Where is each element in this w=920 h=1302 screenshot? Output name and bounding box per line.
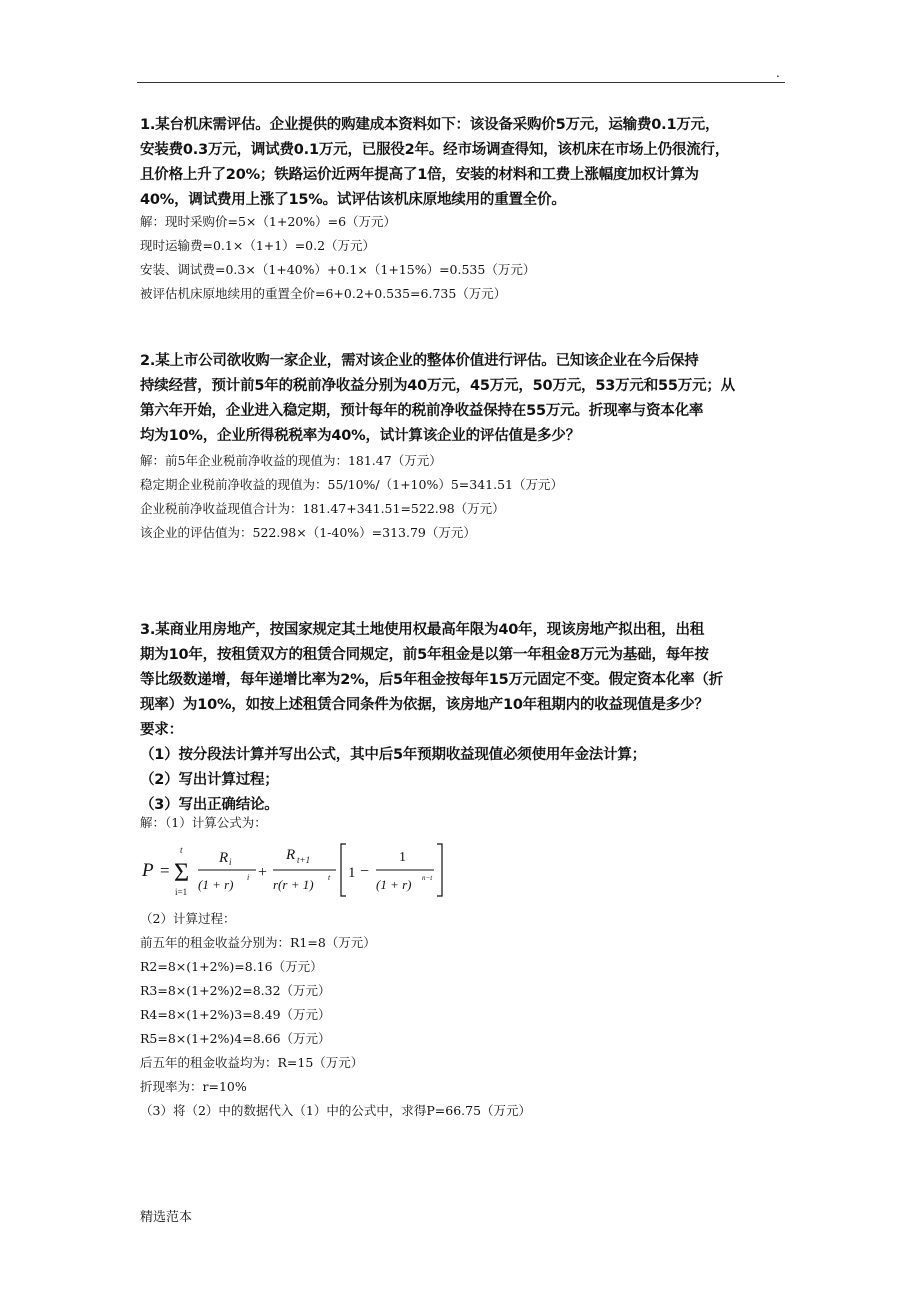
question-1-line: 且价格上升了20%；铁路运价近两年提高了1倍，安装的材料和工费上涨幅度加权计算为 xyxy=(140,167,699,183)
solution-2-line: 解：前5年企业税前净收益的现值为：181.47（万元） xyxy=(140,453,442,468)
header-rule xyxy=(137,82,785,83)
question-2 xyxy=(140,349,790,449)
solution-1-line: 被评估机床原地续用的重置全价=6+0.2+0.535=6.735（万元） xyxy=(140,286,507,301)
solution-3-head xyxy=(140,811,790,835)
solution-1-line: 解：现时采购价=5×（1+20%）=6（万元） xyxy=(140,214,397,229)
formula-sum-sign: Σ xyxy=(174,858,190,887)
solution-1 xyxy=(140,210,790,306)
question-3 xyxy=(140,618,790,818)
solution-1-line: 现时运输费=0.1×（1+1）=0.2（万元） xyxy=(140,238,376,253)
solution-2-line: 该企业的评估值为：522.98×（1-40%）=313.79（万元） xyxy=(140,525,476,540)
solution-3-line: （3）将（2）中的数据代入（1）中的公式中，求得P=66.75（万元） xyxy=(140,1103,532,1118)
formula-denom-1: (1 + r) xyxy=(198,877,234,892)
question-1-line: 40%，调试费用上涨了15%。试评估该机床原地续用的重置全价。 xyxy=(140,192,566,208)
solution-3-line: R4=8×(1+2%)3=8.49（万元） xyxy=(140,1007,331,1022)
solution-3-line: 后五年的租金收益均为：R=15（万元） xyxy=(140,1055,364,1070)
question-2-line: 均为10%，企业所得税税率为40%，试计算该企业的评估值是多少？ xyxy=(140,428,581,444)
formula-denom-3-exp: n−t xyxy=(422,874,433,882)
formula-denom-3: (1 + r) xyxy=(376,877,412,892)
formula-lhs: P xyxy=(142,860,154,881)
formula-left-bracket xyxy=(341,844,346,896)
question-3-line: 现率）为10%，如按上述租赁合同条件为依据，该房地产10年租期内的收益现值是多少？ xyxy=(140,697,709,713)
solution-3-line: （2）计算过程： xyxy=(140,911,236,926)
formula-r-t1: R xyxy=(286,847,296,863)
question-3-line: 3.某商业用房地产，按国家规定其土地使用权最高年限为40年，现该房地产拟出租，出租 xyxy=(140,622,705,638)
formula-equals: = xyxy=(160,861,170,880)
formula-r-i: R xyxy=(219,850,229,866)
question-2-line: 2.某上市公司欲收购一家企业，需对该企业的整体价值进行评估。已知该企业在今后保持 xyxy=(140,353,699,369)
solution-2 xyxy=(140,449,790,545)
question-3-line: 期为10年，按租赁双方的租赁合同规定，前5年租金是以第一年租金8万元为基础，每年按 xyxy=(140,647,709,663)
formula-denom-2-exp: t xyxy=(328,873,331,882)
question-1 xyxy=(140,113,790,213)
formula-plus: + xyxy=(258,864,268,881)
formula-one: 1 xyxy=(348,865,356,881)
question-2-line: 持续经营，预计前5年的税前净收益分别为40万元，45万元，50万元，53万元和55万元；从 xyxy=(140,378,735,394)
pv-formula xyxy=(140,840,450,900)
formula-r-t1-sub: t+1 xyxy=(297,855,311,865)
solution-1-line: 安装、调试费=0.3×（1+40%）+0.1×（1+15%）=0.535（万元） xyxy=(140,262,536,277)
formula-denom-1-exp: i xyxy=(247,873,250,882)
solution-3-line: R3=8×(1+2%)2=8.32（万元） xyxy=(140,983,331,998)
solution-2-line: 稳定期企业税前净收益的现值为：55/10%/（1+10%）5=341.51（万元） xyxy=(140,477,563,492)
question-3-line: 要求： xyxy=(140,722,183,738)
solution-3-line: R2=8×(1+2%)=8.16（万元） xyxy=(140,959,323,974)
question-2-line: 第六年开始，企业进入稳定期，预计每年的税前净收益保持在55万元。折现率与资本化率 xyxy=(140,403,704,419)
formula-sum-upper: t xyxy=(180,845,183,855)
question-3-line: （3）写出正确结论。 xyxy=(140,797,279,813)
question-3-line: （1）按分段法计算并写出公式，其中后5年预期收益现值必须使用年金法计算； xyxy=(140,747,646,763)
solution-3-head-line: 解：（1）计算公式为： xyxy=(140,815,267,830)
solution-3-line: 前五年的租金收益分别为：R1=8（万元） xyxy=(140,935,376,950)
question-1-line: 安装费0.3万元，调试费0.1万元，已服役2年。经市场调查得知，该机床在市场上仍很流行， xyxy=(140,142,730,158)
formula-numerator-one: 1 xyxy=(399,850,406,865)
solution-2-line: 企业税前净收益现值合计为：181.47+341.51=522.98（万元） xyxy=(140,501,505,516)
header-dot: . xyxy=(776,66,780,80)
formula-sum-lower: i=1 xyxy=(175,887,188,897)
formula-right-bracket xyxy=(437,844,442,896)
formula-denom-2: r(r + 1) xyxy=(273,877,314,892)
formula-r-i-sub: i xyxy=(229,857,232,867)
question-1-line: 1.某台机床需评估。企业提供的购建成本资料如下：该设备采购价5万元，运输费0.1万元， xyxy=(140,117,720,133)
solution-3-line: 折现率为：r=10% xyxy=(140,1079,247,1094)
solution-3 xyxy=(140,907,790,1123)
question-3-line: 等比级数递增，每年递增比率为2%，后5年租金按每年15万元固定不变。假定资本化率（折 xyxy=(140,672,723,688)
question-3-line: （2）写出计算过程； xyxy=(140,772,279,788)
solution-3-line: R5=8×(1+2%)4=8.66（万元） xyxy=(140,1031,331,1046)
footer-text: 精选范本 xyxy=(140,1210,193,1225)
formula-minus: − xyxy=(360,863,370,880)
